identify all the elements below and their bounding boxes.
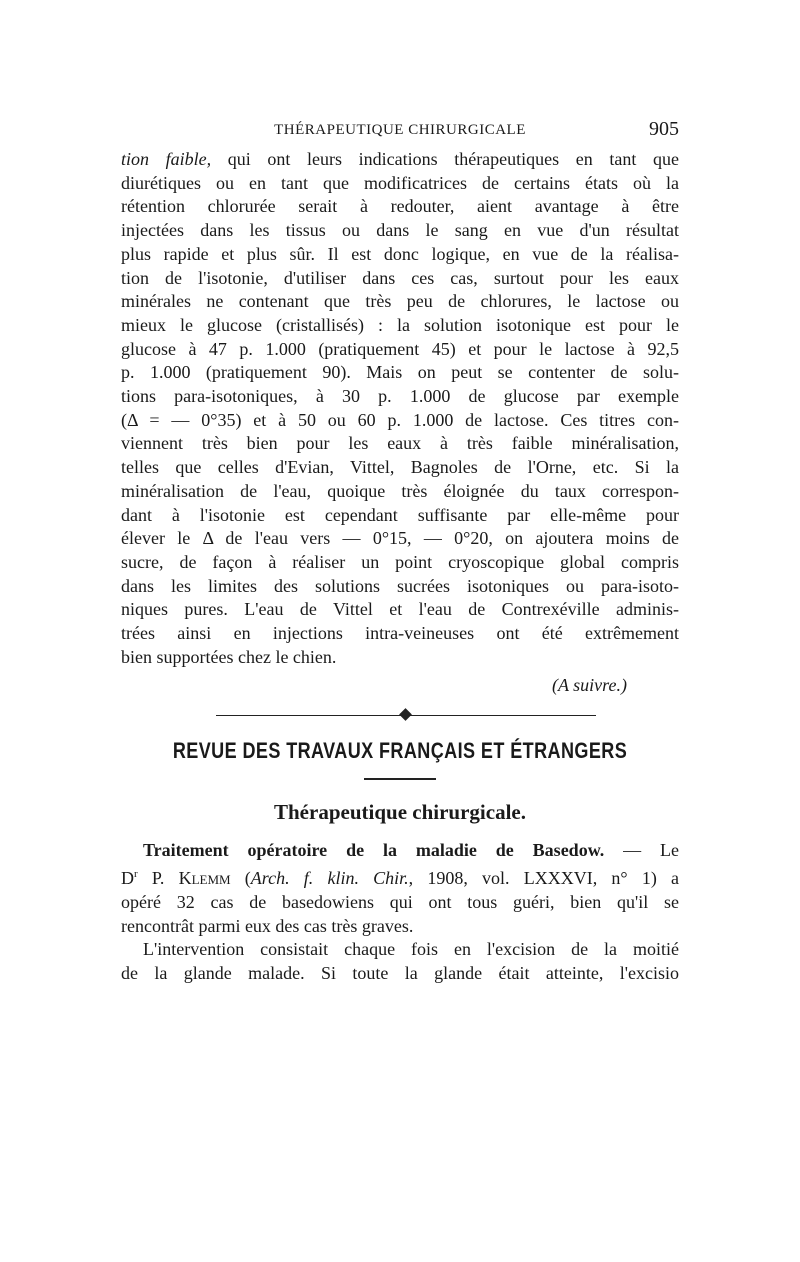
- text-line: (Δ = — 0°35) et à 50 ou 60 p. 1.000 de lactose. Ces titres con-: [121, 409, 679, 430]
- text-line: L'intervention consistait chaque fois en l'excision de la moitié: [143, 939, 679, 960]
- text-line: bien supportées chez le chien.: [121, 646, 337, 667]
- text-line: sucre, de façon à réaliser un point cryoscopique global compris: [121, 551, 679, 572]
- text-line: tion de l'isotonie, d'utiliser dans ces cas, surtout pour les eaux: [121, 267, 679, 288]
- text-line: élever le Δ de l'eau vers — 0°15, — 0°20, on ajoutera moins de: [121, 528, 679, 549]
- section-heading: REVUE DES TRAVAUX FRANÇAIS ET ÉTRANGERS: [172, 738, 628, 764]
- paragraph-1: [121, 148, 679, 669]
- to-be-continued: (A suivre.): [552, 675, 627, 696]
- text-line: dans les limites des solutions sucrées isotoniques ou para-isoto-: [121, 575, 679, 596]
- text-run: — Le: [604, 840, 679, 861]
- text-line: plus rapide et plus sûr. Il est donc logique, en vue de la réalisa-: [121, 243, 679, 264]
- text-line: rétention chlorurée serait à redouter, aient avantage à être: [121, 196, 679, 217]
- ornamental-rule: [121, 708, 679, 724]
- short-rule: [364, 778, 436, 780]
- text-run: P.: [137, 868, 179, 889]
- text-line: tions para-isotoniques, à 30 p. 1.000 de glucose par exemple: [121, 386, 679, 407]
- text-line: rencontrât parmi eux des cas très graves.: [121, 915, 414, 936]
- subheading: Thérapeutique chirurgicale.: [274, 800, 526, 825]
- text-line: [121, 148, 679, 172]
- text-line: opéré 32 cas de basedowiens qui ont tous guéri, bien qu'il se: [121, 891, 679, 912]
- running-head: [121, 118, 679, 148]
- text-run: (: [230, 868, 251, 889]
- text-line: de la glande malade. Si toute la glande était atteinte, l'excisio: [121, 962, 679, 983]
- text-run: qui ont leurs indications thérapeutiques en tant que: [211, 149, 679, 169]
- text-line: minérales ne contenant que très peu de chlorures, le lactose ou: [121, 291, 679, 312]
- article-author-line: [121, 863, 679, 891]
- page: [121, 118, 679, 986]
- text-line: injectées dans les tissus ou dans le sang en vue d'un résultat: [121, 220, 679, 241]
- article: [121, 839, 679, 985]
- text-line: dant à l'isotonie est cependant suffisante par elle-même pour: [121, 504, 679, 525]
- text-line: telles que celles d'Evian, Vittel, Bagnoles de l'Orne, etc. Si la: [121, 457, 679, 478]
- diamond-ornament-icon: [399, 709, 412, 722]
- text-line: niques pures. L'eau de Vittel et l'eau de Contrexéville adminis-: [121, 599, 679, 620]
- superscript: r: [134, 868, 138, 881]
- text-line: minéralisation de l'eau, quoique très éloignée du taux correspon-: [121, 480, 679, 501]
- text-line: glucose à 47 p. 1.000 (pratiquement 45) et pour le lactose à 92,5: [121, 338, 679, 359]
- page-number: 905: [649, 118, 679, 140]
- text-line: mieux le glucose (cristallisés) : la solution isotonique est pour le: [121, 314, 679, 335]
- text-run: D: [121, 868, 134, 889]
- article-title-line: [121, 839, 679, 863]
- text-line: trées ainsi en injections intra-veineuses ont été extrêmement: [121, 623, 679, 644]
- italic-phrase: tion faible,: [121, 149, 212, 169]
- author-name: Klemm: [178, 868, 231, 889]
- journal-reference: Arch. f. klin. Chir.: [250, 868, 409, 889]
- text-run: , 1908, vol. LXXXVI, n° 1) a: [408, 868, 679, 889]
- text-line: viennent très bien pour les eaux à très faible minéralisation,: [121, 433, 679, 454]
- text-line: p. 1.000 (pratiquement 90). Mais on peut se contenter de solu-: [121, 362, 679, 383]
- running-title: THÉRAPEUTIQUE CHIRURGICALE: [274, 122, 526, 138]
- text-line: diurétiques ou en tant que modificatrices de certains états où la: [121, 172, 679, 193]
- article-title: Traitement opératoire de la maladie de Basedow.: [143, 840, 605, 861]
